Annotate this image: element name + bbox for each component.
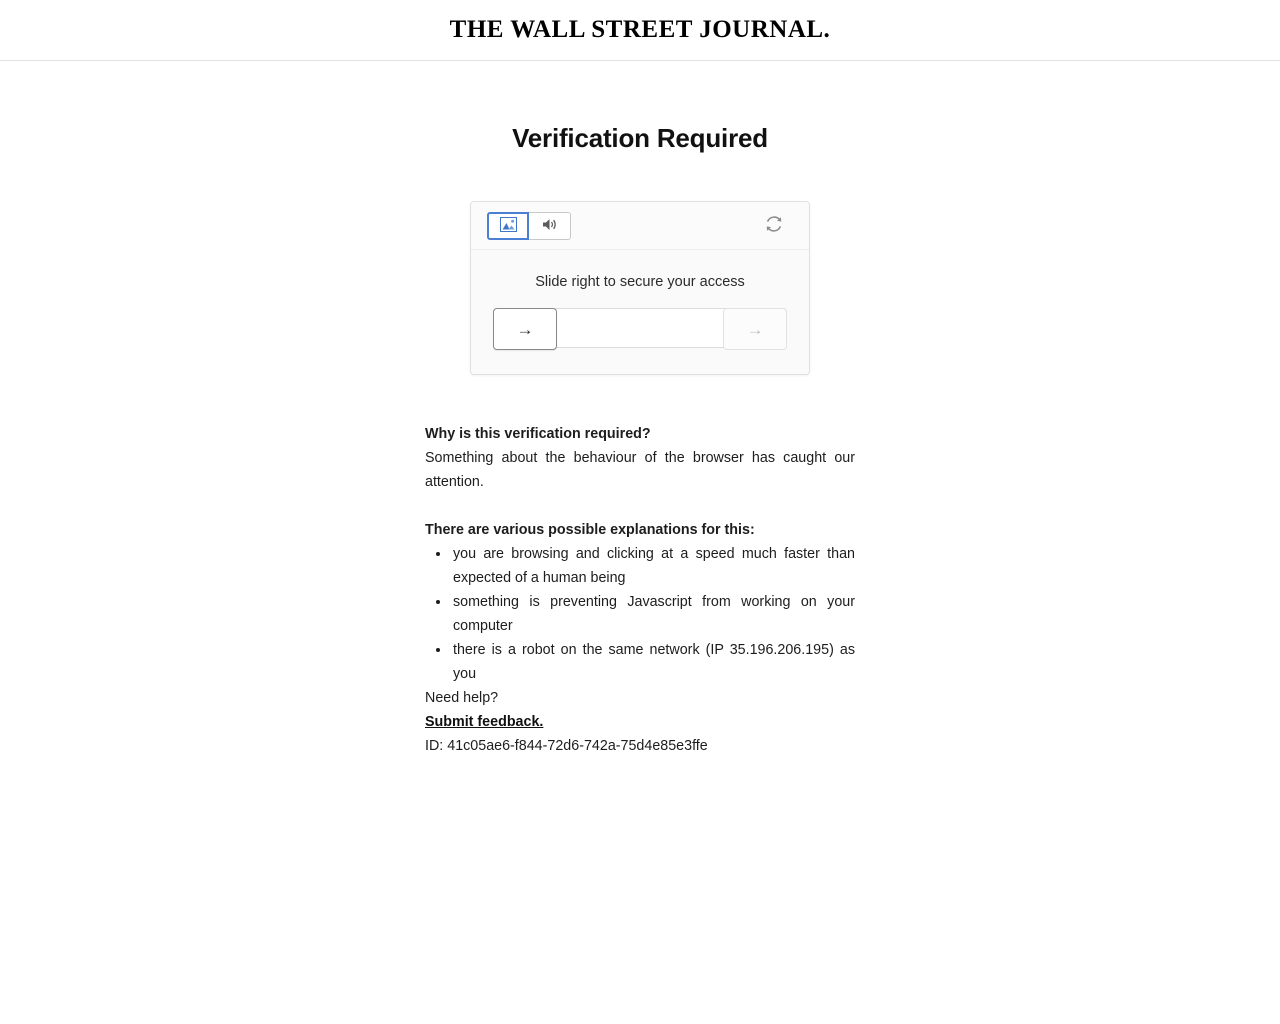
image-challenge-button[interactable] bbox=[487, 212, 529, 240]
info-section bbox=[425, 422, 855, 758]
explanations-heading: There are various possible explanations for this: bbox=[425, 522, 755, 538]
spacer bbox=[425, 494, 855, 518]
slider-handle[interactable] bbox=[493, 308, 557, 350]
slider-instruction: Slide right to secure your access bbox=[535, 274, 745, 290]
captcha-wrapper bbox=[0, 201, 1280, 375]
list-item: • you are browsing and clicking at a speed much faster than expected of a human being bbox=[451, 542, 855, 590]
captcha-body bbox=[471, 250, 809, 374]
slider-track[interactable] bbox=[493, 308, 787, 348]
refresh-icon bbox=[764, 214, 784, 237]
page-title: Verification Required bbox=[512, 123, 768, 153]
list-item: • something is preventing Javascript from working on your computer bbox=[451, 590, 855, 638]
list-item: • there is a robot on the same network (IP 35.196.206.195) as you bbox=[451, 638, 855, 686]
arrow-right-icon: → bbox=[516, 319, 534, 339]
submit-feedback-link[interactable]: Submit feedback. bbox=[425, 714, 544, 730]
speaker-icon bbox=[541, 217, 558, 235]
why-text: Something about the behaviour of the browser has caught our attention. bbox=[425, 450, 855, 490]
why-heading: Why is this verification required? bbox=[425, 426, 651, 442]
wsj-logo: THE WALL STREET JOURNAL. bbox=[449, 16, 831, 43]
captcha-widget bbox=[470, 201, 810, 375]
masthead bbox=[0, 0, 1280, 61]
captcha-mode-group bbox=[487, 212, 571, 240]
slider-target bbox=[723, 308, 787, 350]
refresh-challenge-button[interactable] bbox=[761, 213, 787, 239]
captcha-header bbox=[471, 202, 809, 250]
need-help-text: Need help? bbox=[425, 690, 499, 706]
audio-challenge-button[interactable] bbox=[529, 212, 571, 240]
image-icon bbox=[500, 217, 517, 235]
explanations-list bbox=[425, 542, 855, 686]
session-id: ID: 41c05ae6-f844-72d6-742a-75d4e85e3ffe bbox=[425, 738, 708, 754]
arrow-right-icon: → bbox=[746, 319, 764, 339]
